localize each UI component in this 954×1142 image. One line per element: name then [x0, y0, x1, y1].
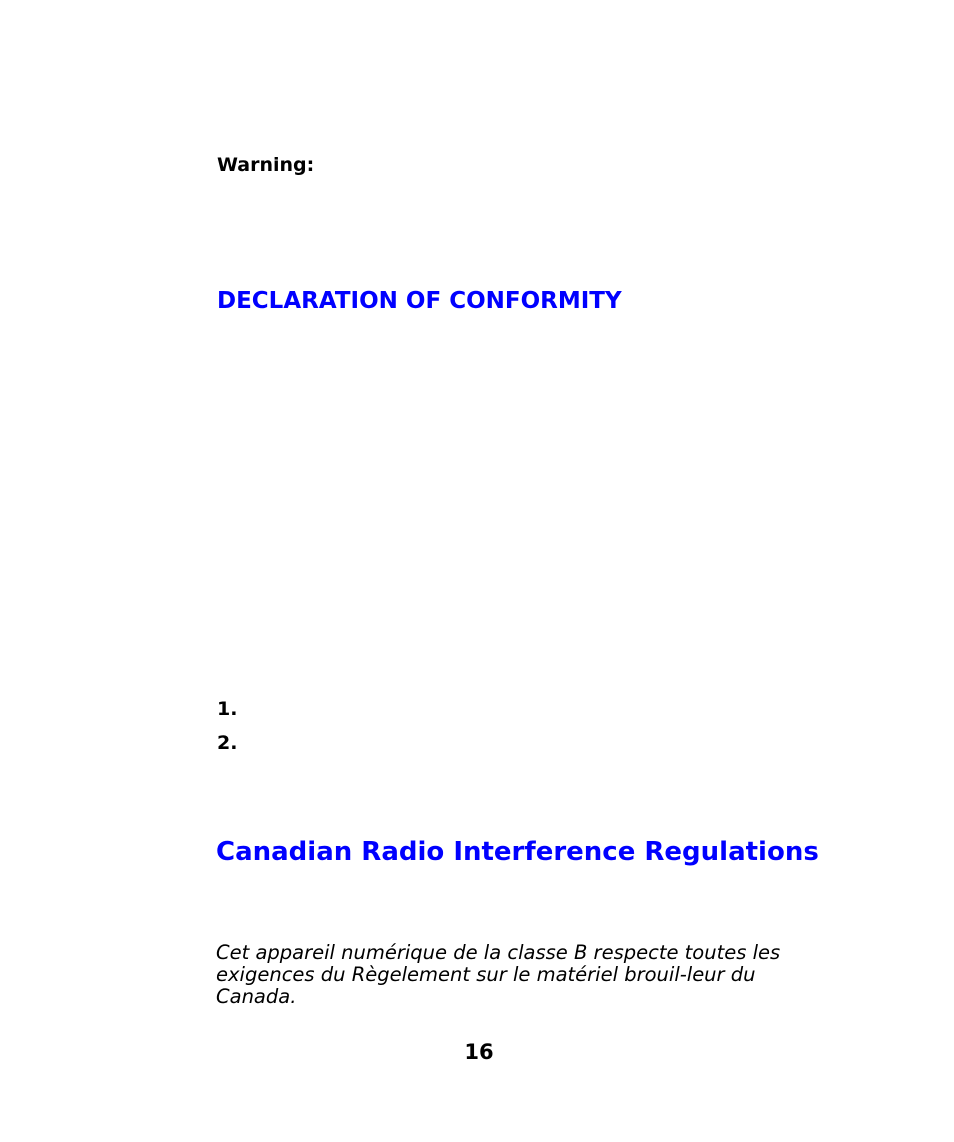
canadian-radio-interference-heading: Canadian Radio Interference Regulations	[216, 837, 819, 867]
declaration-of-conformity-heading: DECLARATION OF CONFORMITY	[217, 288, 622, 314]
list-number-1: 1.	[217, 698, 238, 720]
warning-label: Warning:	[217, 154, 315, 176]
french-compliance-statement: Cet appareil numérique de la classe B respecte toutes les exigences du Règelement sur le matériel brouil-leur du Canada.	[216, 941, 781, 1008]
list-number-2: 2.	[217, 732, 238, 754]
page-number: 16	[464, 1040, 494, 1064]
